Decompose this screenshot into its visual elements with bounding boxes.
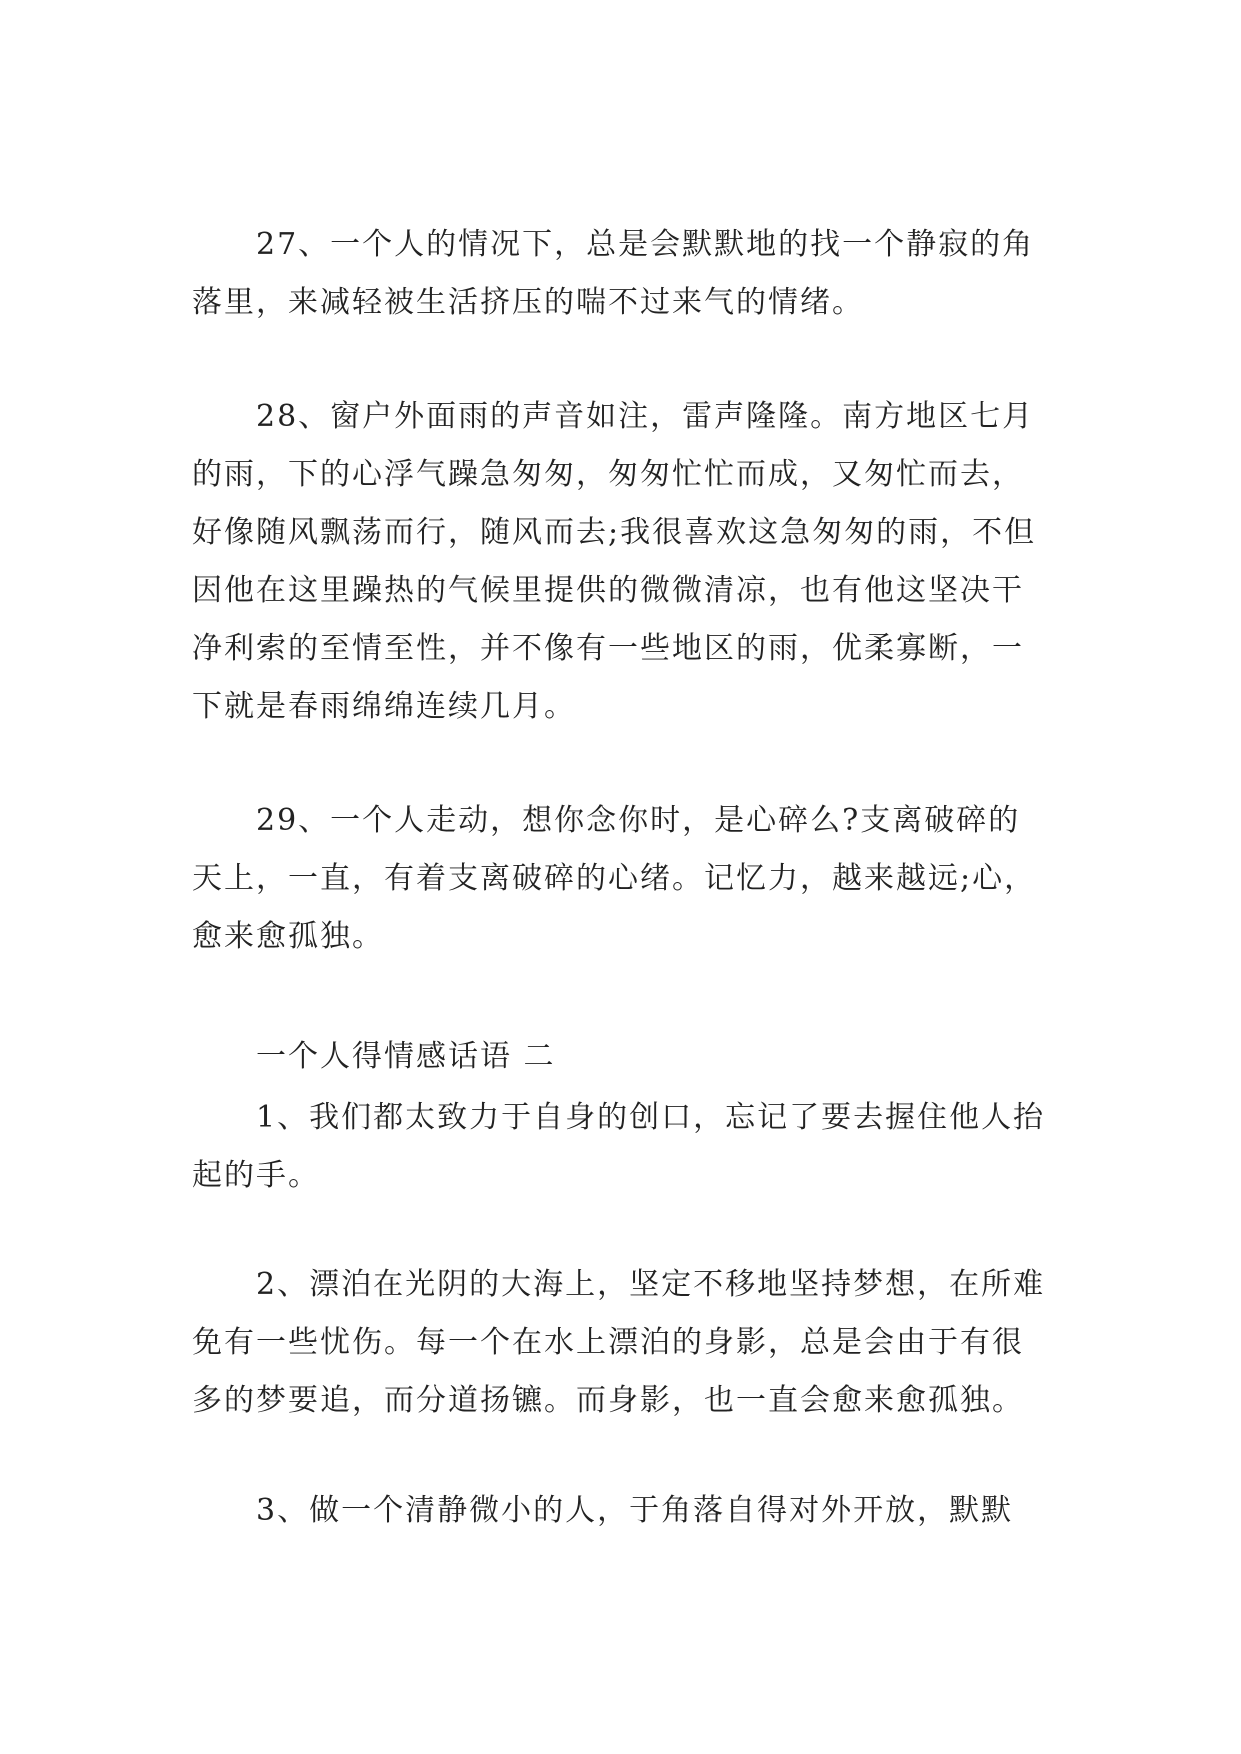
section-heading: 一个人得情感话语 二	[256, 1039, 556, 1074]
paragraph-28: 28、窗户外面雨的声音如注，雷声隆隆。南方地区七月的雨，下的心浮气躁急匆匆，匆匆忙忙而成，又匆忙而去，好像随风飘荡而行，随风而去;我很喜欢这急匆匆的雨，不但因他在这里躁热的气候里提供的微微清凉，也有他这坚决干净利索的至情至性，并不像有一些地区的雨，优柔寡断，一下就是春雨绵绵连续几月。	[192, 399, 1037, 724]
paragraph-2: 2、漂泊在光阴的大海上，坚定不移地坚持梦想，在所难免有一些忧伤。每一个在水上漂泊的身影，总是会由于有很多的梦要追，而分道扬镳。而身影，也一直会愈来愈孤独。	[192, 1267, 1046, 1418]
paragraph-27: 27、一个人的情况下，总是会默默地的找一个静寂的角落里，来减轻被生活挤压的喘不过来气的情绪。	[192, 227, 1035, 320]
paragraph-1: 1、我们都太致力于自身的创口，忘记了要去握住他人抬起的手。	[192, 1100, 1046, 1193]
paragraph-3: 3、做一个清静微小的人，于角落自得对外开放，默默	[256, 1493, 1014, 1528]
paragraph-29: 29、一个人走动，想你念你时，是心碎么?支离破碎的天上，一直，有着支离破碎的心绪。记忆力，越来越远;心，愈来愈孤独。	[192, 803, 1037, 954]
